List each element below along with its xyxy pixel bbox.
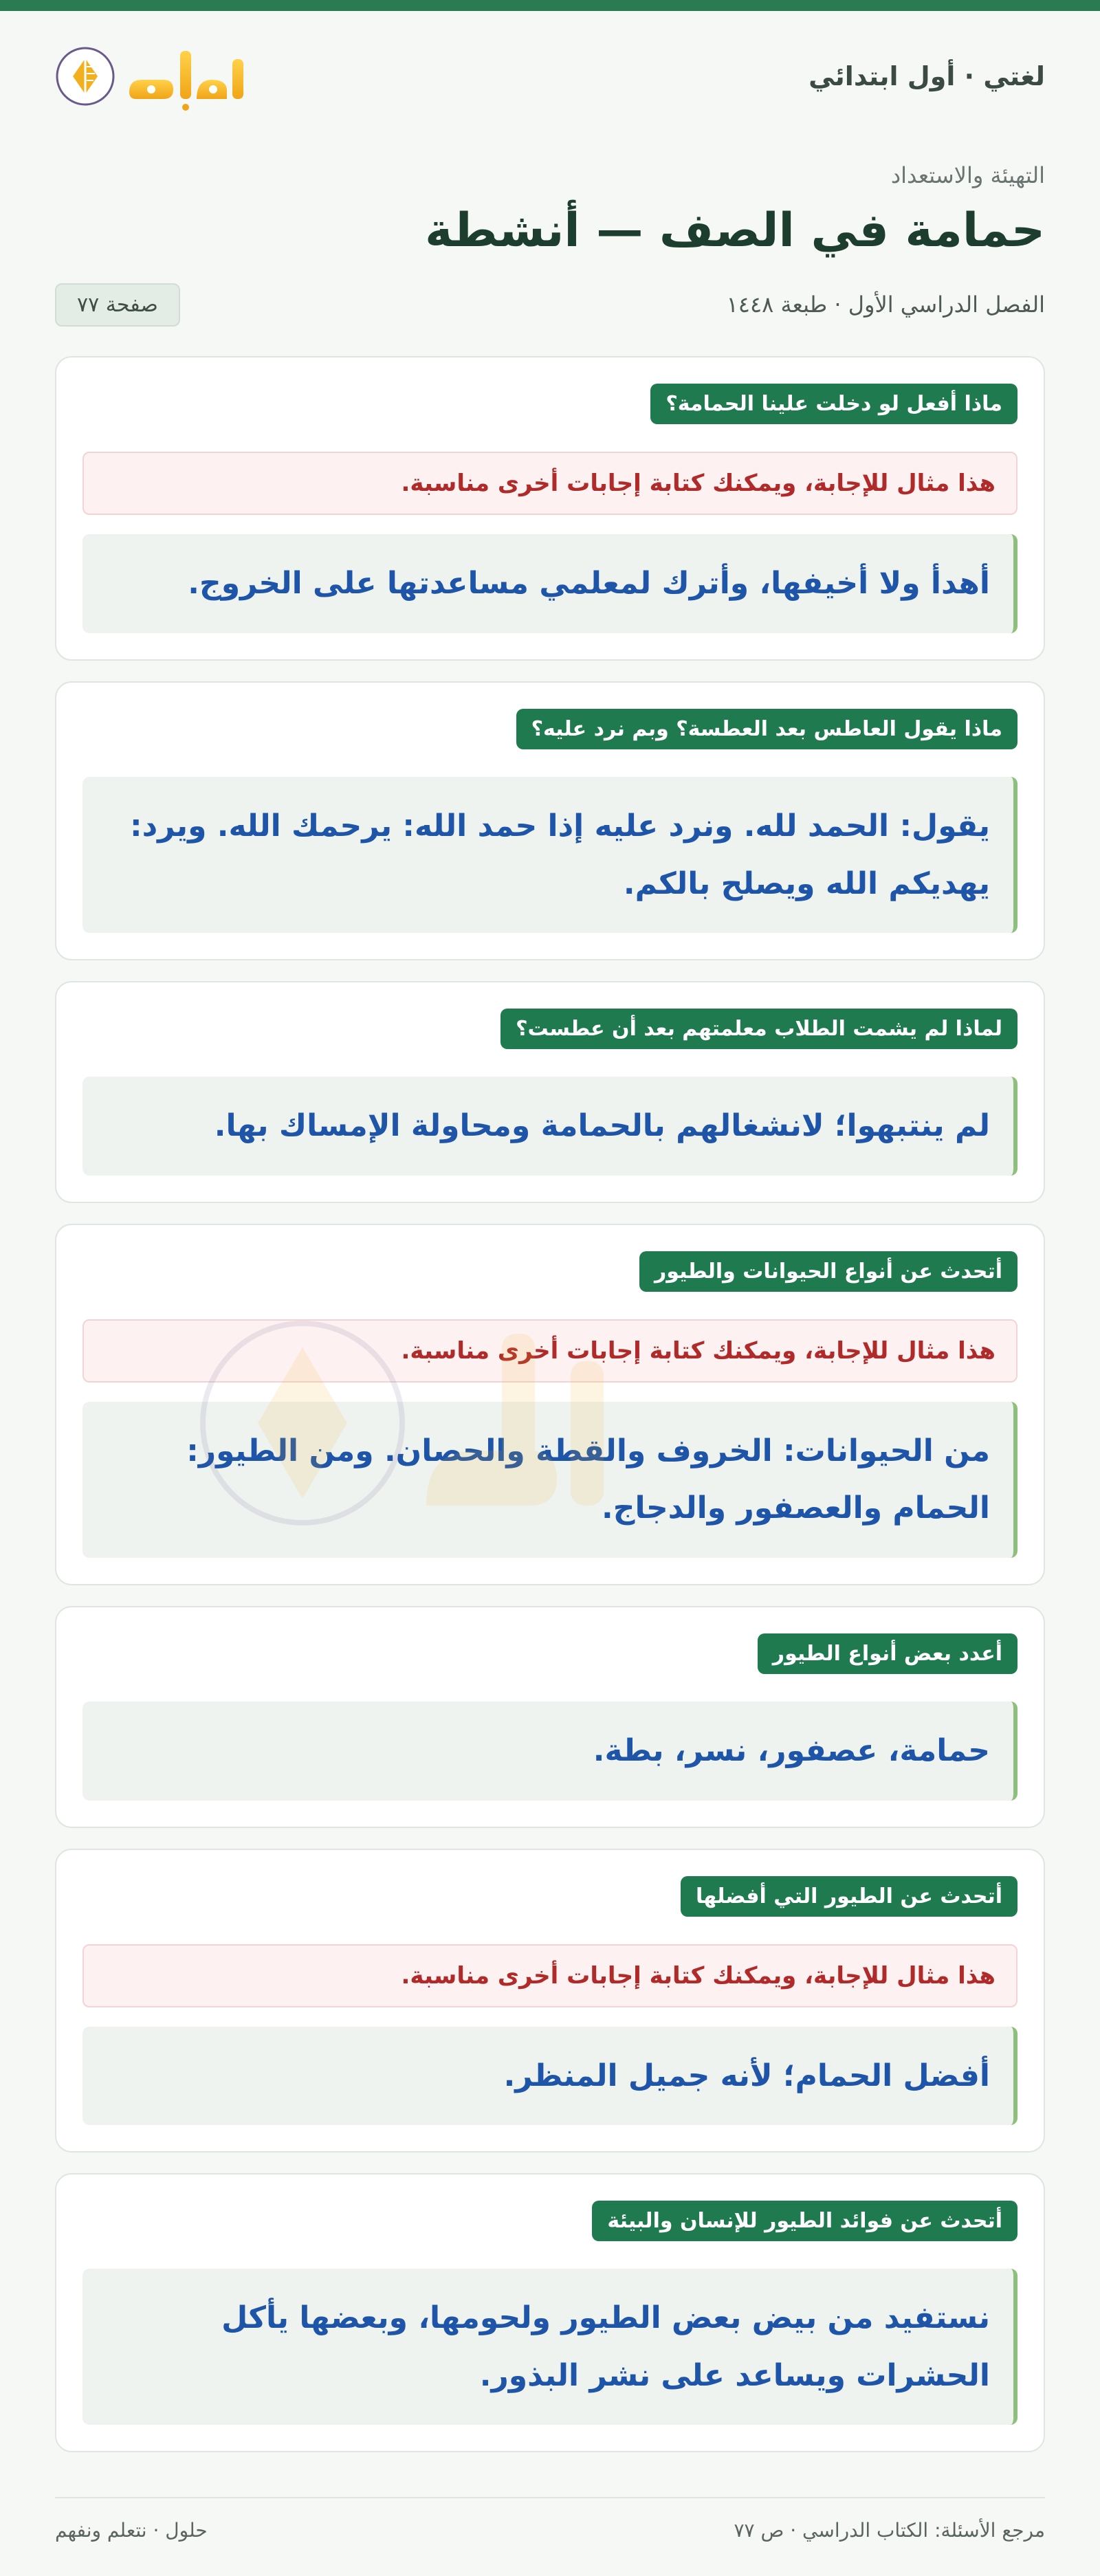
lesson-kicker: التهيئة والاستعداد [890,162,1045,188]
answer-text: من الحيوانات: الخروف والقطة والحصان. ومن الطيور: الحمام والعصفور والدجاج. [82,1402,1018,1558]
question-label: لماذا لم يشمت الطلاب معلمتهم بعد أن عطست؟ [500,1009,1018,1049]
brand-logo[interactable] [55,38,253,114]
brand-wordmark-logo [122,38,253,114]
meta-row [55,280,1045,329]
question-card [55,1849,1045,2153]
sample-answer-note: هذا مثال للإجابة، ويمكنك كتابة إجابات أخرى مناسبة. [82,1319,1018,1383]
top-accent-bar [0,0,1100,11]
book-emblem-icon [55,46,116,107]
sample-answer-note: هذا مثال للإجابة، ويمكنك كتابة إجابات أخرى مناسبة. [82,452,1018,515]
footer-reference: مرجع الأسئلة: الكتاب الدراسي · ص ٧٧ [734,2519,1045,2542]
answer-text: أفضل الحمام؛ لأنه جميل المنظر. [82,2027,1018,2126]
question-card [55,681,1045,960]
answer-text: أهدأ ولا أخيفها، وأترك لمعلمي مساعدتها على الخروج. [82,534,1018,633]
answer-text: نستفيد من بيض بعض الطيور ولحومها، وبعضها يأكل الحشرات ويساعد على نشر البذور. [82,2269,1018,2425]
question-cards [55,356,1045,2452]
course-title: لغتي · أول ابتدائي [808,61,1045,91]
question-label: ماذا أفعل لو دخلت علينا الحمامة؟ [650,384,1018,424]
question-label: أتحدث عن الطيور التي أفضلها [681,1876,1018,1917]
question-label: أعدد بعض أنواع الطيور [758,1633,1018,1674]
footer-slogan: حلول · نتعلم ونفهم [55,2519,208,2542]
question-card [55,2173,1045,2452]
page-title: حمامة في الصف — أنشطة [425,203,1045,258]
footer [55,2497,1045,2542]
page [55,11,1045,2473]
question-label: أتحدث عن أنواع الحيوانات والطيور [639,1251,1018,1292]
question-label: ماذا يقول العاطس بعد العطسة؟ وبم نرد عليه؟ [516,709,1018,749]
sample-answer-note: هذا مثال للإجابة، ويمكنك كتابة إجابات أخرى مناسبة. [82,1944,1018,2007]
question-card [55,981,1045,1203]
question-label: أتحدث عن فوائد الطيور للإنسان والبيئة [592,2201,1018,2241]
question-card [55,356,1045,661]
page-number-badge: صفحة ٧٧ [55,283,180,327]
semester-meta: الفصل الدراسي الأول · طبعة ١٤٤٨ [726,291,1045,318]
question-card [55,1606,1045,1828]
answer-text: يقول: الحمد لله. ونرد عليه إذا حمد الله: يرحمك الله. ويرد: يهديكم الله ويصلح بالكم. [82,777,1018,933]
question-card [55,1224,1045,1585]
answer-text: لم ينتبهوا؛ لانشغالهم بالحمامة ومحاولة الإمساك بها. [82,1077,1018,1176]
answer-text: حمامة، عصفور، نسر، بطة. [82,1702,1018,1801]
header [55,11,1045,142]
